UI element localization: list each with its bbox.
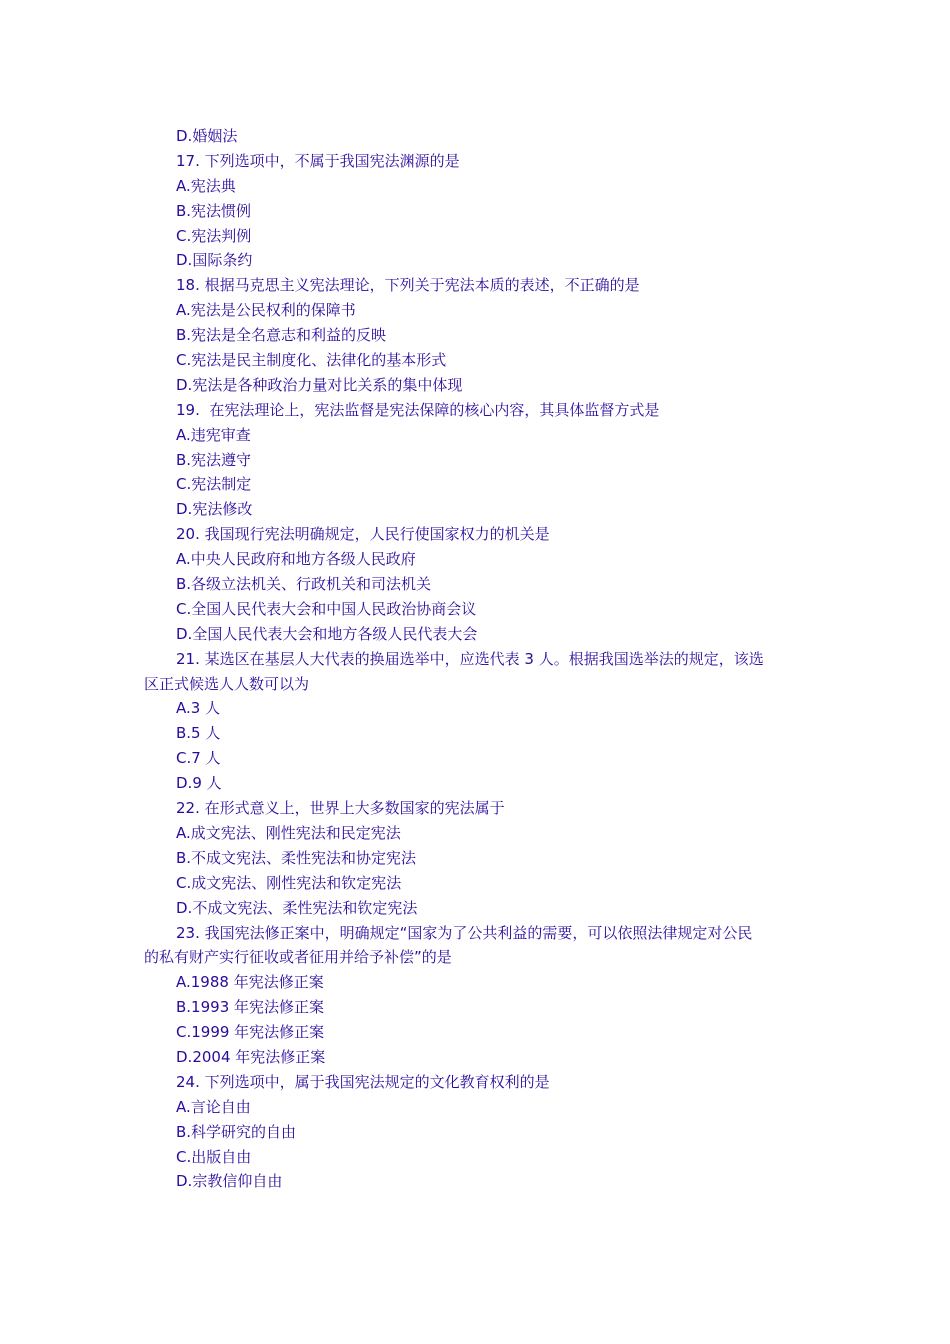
q21-option-c: C.7 人 bbox=[176, 749, 221, 768]
q20-option-c: C.全国人民代表大会和中国人民政治协商会议 bbox=[176, 599, 477, 618]
q17-option-d: D.国际条约 bbox=[176, 251, 253, 270]
q24-option-c: C.出版自由 bbox=[176, 1147, 252, 1166]
q17-option-a: A.宪法典 bbox=[176, 176, 236, 195]
q19-option-a: A.违宪审查 bbox=[176, 425, 251, 444]
q23-option-a: A.1988 年宪法修正案 bbox=[176, 973, 324, 992]
q16-option-d: D.婚姻法 bbox=[176, 127, 238, 145]
q24-option-a: A.言论自由 bbox=[176, 1097, 251, 1116]
q19-stem: 19. 在宪法理论上，宪法监督是宪法保障的核心内容，其具体监督方式是 bbox=[176, 400, 660, 419]
q23-stem-line2: 的私有财产实行征收或者征用并给予补偿”的是 bbox=[144, 948, 452, 967]
q21-option-a: A.3 人 bbox=[176, 699, 221, 718]
q21-option-b: B.5 人 bbox=[176, 724, 221, 743]
q19-option-d: D.宪法修改 bbox=[176, 500, 253, 519]
q19-option-c: C.宪法制定 bbox=[176, 475, 252, 494]
q22-option-d: D.不成文宪法、柔性宪法和钦定宪法 bbox=[176, 898, 418, 917]
q18-option-b: B.宪法是全名意志和利益的反映 bbox=[176, 326, 387, 345]
q18-option-d: D.宪法是各种政治力量对比关系的集中体现 bbox=[176, 375, 463, 394]
q20-stem: 20. 我国现行宪法明确规定，人民行使国家权力的机关是 bbox=[176, 525, 550, 544]
q24-option-d: D.宗教信仰自由 bbox=[176, 1172, 283, 1191]
q17-option-c: C.宪法判例 bbox=[176, 226, 252, 245]
q22-stem: 22. 在形式意义上，世界上大多数国家的宪法属于 bbox=[176, 799, 505, 818]
q23-option-d: D.2004 年宪法修正案 bbox=[176, 1047, 326, 1066]
q23-option-c: C.1999 年宪法修正案 bbox=[176, 1023, 325, 1042]
q20-option-d: D.全国人民代表大会和地方各级人民代表大会 bbox=[176, 624, 478, 643]
q22-option-b: B.不成文宪法、柔性宪法和协定宪法 bbox=[176, 848, 417, 867]
q19-option-b: B.宪法遵守 bbox=[176, 450, 252, 469]
q18-option-a: A.宪法是公民权利的保障书 bbox=[176, 301, 356, 320]
q18-option-c: C.宪法是民主制度化、法律化的基本形式 bbox=[176, 351, 447, 370]
q21-stem-line2: 区正式候选人人数可以为 bbox=[144, 674, 310, 693]
q23-stem-line1: 23. 我国宪法修正案中，明确规定“国家为了公共利益的需要，可以依照法律规定对公民 bbox=[176, 923, 753, 942]
q18-stem: 18. 根据马克思主义宪法理论，下列关于宪法本质的表述，不正确的是 bbox=[176, 276, 640, 295]
q17-stem: 17. 下列选项中，不属于我国宪法渊源的是 bbox=[176, 151, 460, 170]
q21-stem-line1: 21. 某选区在基层人大代表的换届选举中，应选代表 3 人。根据我国选举法的规定，该选 bbox=[176, 649, 764, 668]
q17-option-b: B.宪法惯例 bbox=[176, 201, 252, 220]
q24-option-b: B.科学研究的自由 bbox=[176, 1122, 297, 1141]
q20-option-a: A.中央人民政府和地方各级人民政府 bbox=[176, 550, 416, 569]
document-page bbox=[0, 124, 950, 1194]
q24-stem: 24. 下列选项中，属于我国宪法规定的文化教育权利的是 bbox=[176, 1072, 550, 1091]
q22-option-c: C.成文宪法、刚性宪法和钦定宪法 bbox=[176, 873, 402, 892]
q22-option-a: A.成文宪法、刚性宪法和民定宪法 bbox=[176, 823, 401, 842]
q21-option-d: D.9 人 bbox=[176, 774, 222, 793]
q20-option-b: B.各级立法机关、行政机关和司法机关 bbox=[176, 575, 432, 594]
q23-option-b: B.1993 年宪法修正案 bbox=[176, 998, 325, 1017]
